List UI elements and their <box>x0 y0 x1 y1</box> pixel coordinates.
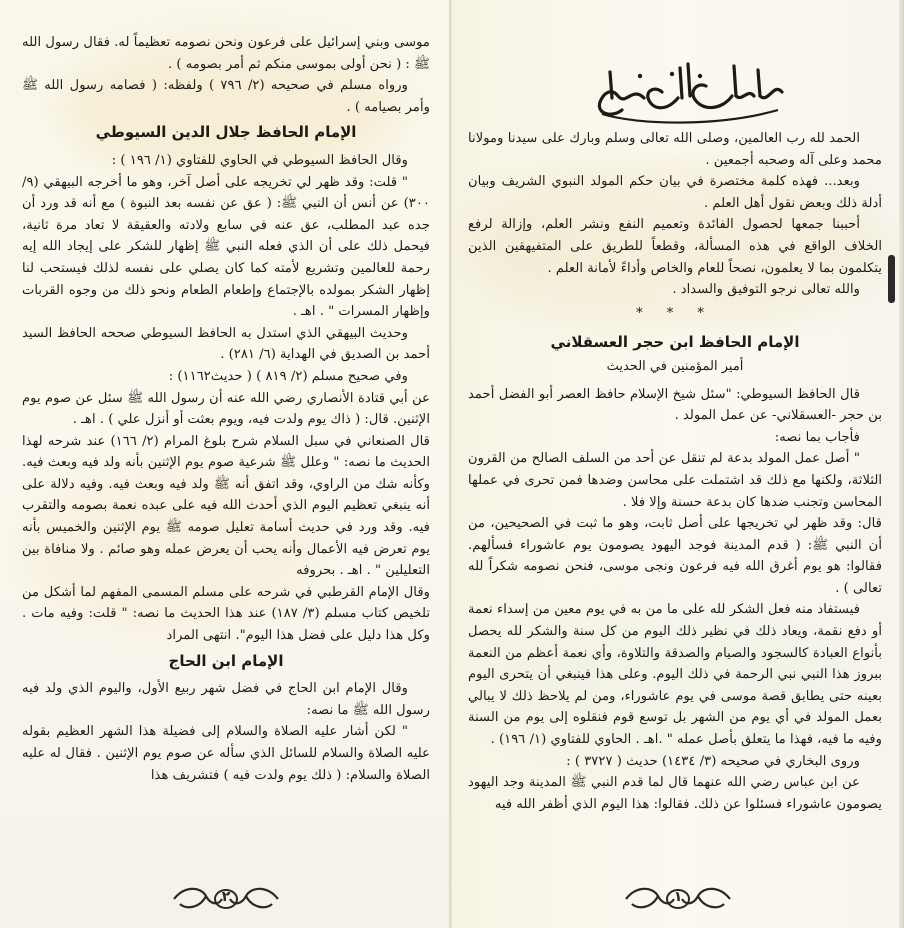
paragraph: ورواه مسلم في صحيحه (٢/ ٧٩٦ ) ولفظه: ( فصامه رسول الله ﷺ وأمر بصيامه ) . <box>22 78 430 115</box>
paragraph: فيستفاد منه فعل الشكر لله على ما من به في يوم معين من إسداء نعمة أو دفع نقمة، ويعاد ذلك في نظير ذلك اليوم من كل سنة والشكر لله يحصل بأنواع العبادة كالسجود والصيام والصدقة والتلاوة، وأي نعمة أعظم من النعمة ببروز هذا النبي نبي الرحمة في ذلك اليوم. وعلى هذا فينبغي أن يتحرى اليوم بعينه حتى يطابق قصة موسى في يوم عاشوراء، ومن لم يلاحظ ذلك لا يبالي بعمل المولد في أي يوم من الشهر بل توسع قوم فنقلوه إلى يوم من السنة وفيه ما فيه، فهذا ما يتعلق بأصل عمله " .اهـ . الحاوي للفتاوي (١/ ١٩٦) . <box>468 602 882 748</box>
paragraph: " قلت: وقد ظهر لي تخريجه على أصل آخر، وهو ما أخرجه البيهقي (٩/ ٣٠٠) عن أنس أن النبي ﷺ: ( عق عن نفسه بعد النبوة ) مع أنه قد ورد أن جده عبد المطلب، عق عنه في سابع ولادته والعقيقة لا تعاد مرة ثانية، فيحمل ذلك على أن الذي فعله النبي ﷺ إظهار للشكر على إيجاد الله إيه رحمة للعالمين وتشريع لأمته كما كان يصلي على نفسه لذلك فيستحب لنا إظهار الشكر بمولده بالإجتماع وإطعام الطعام ونحو ذلك من وجوه القربات وإظهار المسرات " . اهـ . <box>22 174 430 320</box>
calligraphy-icon <box>582 52 792 130</box>
paragraph: موسى وبني إسرائيل على فرعون ونحن نصومه تعظيماً له. فقال رسول الله ﷺ : ( نحن أولى بموسى منكم ثم أمر بصومه ) . <box>22 35 430 72</box>
section-title-ibn-hajar: الإمام الحافظ ابن حجر العسقلاني <box>550 333 800 352</box>
paragraph: وحديث البيهقي الذي استدل به الحافظ السيوطي صححه الحافظ السيد أحمد بن الصديق في الهداية (٦/ ٢٨١) . <box>22 325 430 363</box>
separator-stars: * * * <box>636 305 714 321</box>
left-text-column <box>22 32 430 786</box>
paragraph: وقال الإمام ابن الحاج في فضل شهر ربيع الأول، واليوم الذي ولد فيه رسول الله ﷺ ما نصه: <box>22 681 430 718</box>
page-number-ornament <box>618 884 738 914</box>
paragraph: قال الصنعاني في سبل السلام شرح بلوغ المرام (٢/ ١٦٦) عند شرحه لهذا الحديث ما نصه: " وعلل ﷺ شرعية صوم يوم الإثنين بأنه ولد فيه وبعث فيه. وكأنه شك من الراوي، وقد اتفق أنه ﷺ ولد فيه وبعث فيه. وفيه دلالة على أنه ينبغي تعظيم اليوم الذي أحدث الله فيه على عبده نعمة بصومه والتقرب فيه. وقد ورد في حديث أسامة تعليل صومه ﷺ يوم الإثنين والخميس بأنه يوم تعرض فيه الأعمال وأنه يحب أن يعرض عمله وهو صائم . ولا منافاة بين التعليلين " . اهـ . بحروفه <box>22 433 430 579</box>
page-number-ornament <box>166 884 286 914</box>
paragraph: وروى البخاري في صحيحه (٣/ ١٤٣٤) حديث ( ٣٧٢٧ ) : <box>566 753 860 769</box>
section-subtitle: أمير المؤمنين في الحديث <box>606 358 744 374</box>
paragraph: والله تعالى نرجو التوفيق والسداد . <box>672 282 860 298</box>
paragraph: فأجاب بما نصه: <box>774 429 860 445</box>
paragraph: قال الحافظ السيوطي: "سئل شيخ الإسلام حافظ العصر أبو الفضل أحمد بن حجر -العسقلاني- عن عمل المولد . <box>468 386 882 424</box>
paragraph: وفي صحيح مسلم (٢/ ٨١٩ ) ( حديث١١٦٢) : <box>168 368 408 384</box>
basmala-calligraphy <box>582 52 792 130</box>
page-number: ١ <box>673 889 683 905</box>
paragraph: أحببنا جمعها لحصول الفائدة وتعميم النفع ونشر العلم، وإزالة لرفع الخلاف الواقع في هذه المسألة، وقطعاً للطريق على المتفيهقين الذين يتكلمون بما لا يعلمون، نصحاً للعام والخاص وأداءً لأمانة العلم . <box>468 217 882 276</box>
paragraph: وبعد... فهذه كلمة مختصرة في بيان حكم المولد النبوي الشريف وبيان أدلة ذلك وبعض نقول أهل العلم . <box>468 174 882 211</box>
paragraph: الحمد لله رب العالمين، وصلى الله تعالى وسلم وبارك على سيدنا ومولانا محمد وعلى آله وصحبه أجمعين . <box>468 131 882 168</box>
paragraph: " أصل عمل المولد بدعة لم تنقل عن أحد من السلف الصالح من القرون الثلاثة، ولكنها مع ذلك قد اشتملت على محاسن وضدها فمن تحرى في عملها المحاسن وتجنب ضدها كان بدعة حسنة وإلا فلا . <box>468 451 882 510</box>
paragraph: " لكن أشار عليه الصلاة والسلام إلى فضيلة هذا الشهر العظيم بقوله عليه الصلاة والسلام للسائل الذي سأله عن صوم يوم الإثنين . فقال له عليه الصلاة والسلام: ( ذلك يوم ولدت فيه ) فتشريف هذا <box>22 724 430 783</box>
page-edge <box>899 0 904 928</box>
paragraph: وقال الحافظ السيوطي في الحاوي للفتاوي (١/ ١٩٦ ) : <box>111 152 408 168</box>
paragraph: وقال الإمام القرطبي في شرحه على مسلم المسمى المفهم لما أشكل من تلخيص كتاب مسلم (٣/ ١٨٧) عند هذا الحديث ما نصه: " قلت: وفيه مات . وكل هذا دليل على فضل هذا اليوم". انتهى المراد <box>22 584 430 644</box>
right-page <box>452 0 904 928</box>
right-text-column <box>468 128 882 815</box>
paragraph: عن أبي قتادة الأنصاري رضي الله عنه أن رسول الله ﷺ سئل عن صوم يوم الإثنين. قال: ( ذاك يوم ولدت فيه، ويوم بعثت أو أنزل علي ) . اهـ . <box>22 390 430 428</box>
section-title-ibn-alhajj: الإمام ابن الحاج <box>168 651 284 670</box>
paragraph: عن ابن عباس رضي الله عنهما قال لما قدم النبي ﷺ المدينة وجد اليهود يصومون عاشوراء فسئلوا عن ذلك. فقالوا: هذا اليوم الذي أظفر الله فيه <box>468 775 882 812</box>
page-number: ٢ <box>221 889 231 905</box>
page-edge-marker <box>888 255 895 303</box>
paragraph: قال: وقد ظهر لي تخريجها على أصل ثابت، وهو ما ثبت في الصحيحين، من أن النبي ﷺ: ( قدم المدينة فوجد اليهود يصومون يوم عاشوراء فسألهم. فقالوا: هو يوم أغرق الله فيه فرعون ونجى موسى، فنحن نصومه شكراً لله تعالى ) . <box>468 516 882 596</box>
section-title-suyuti: الإمام الحافظ جلال الدين السيوطي <box>95 123 357 142</box>
